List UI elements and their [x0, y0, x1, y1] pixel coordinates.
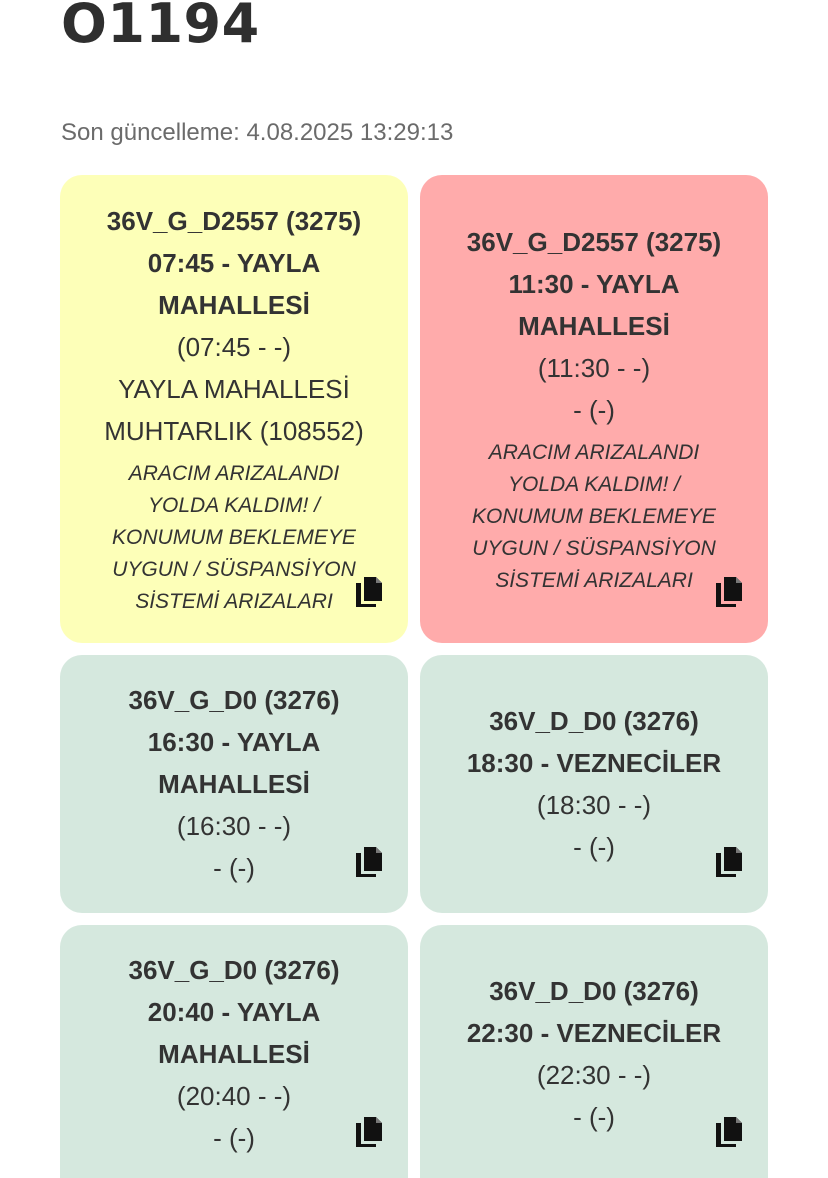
- trip-title: 36V_D_D0 (3276) 22:30 - VEZNECİLER: [466, 976, 722, 1048]
- page-title: O1194: [61, 0, 260, 55]
- trip-card-grid: [60, 175, 768, 1178]
- copy-icon[interactable]: [356, 1117, 382, 1147]
- copy-icon[interactable]: [716, 577, 742, 607]
- trip-time: (11:30 - -): [537, 353, 651, 383]
- trip-time: (16:30 - -): [176, 811, 292, 841]
- trip-stop: - (-): [213, 1123, 255, 1153]
- copy-icon[interactable]: [716, 1117, 742, 1147]
- trip-title: 36V_G_D2557 (3275) 11:30 - YAYLA MAHALLESİ: [466, 227, 722, 341]
- trip-card[interactable]: [60, 175, 408, 643]
- trip-stop: - (-): [573, 832, 615, 862]
- trip-time: (20:40 - -): [176, 1081, 292, 1111]
- trip-stop: - (-): [213, 853, 255, 883]
- trip-title: 36V_G_D0 (3276) 20:40 - YAYLA MAHALLESİ: [128, 955, 340, 1069]
- trip-card[interactable]: [420, 925, 768, 1178]
- trip-card[interactable]: [420, 655, 768, 913]
- trip-card[interactable]: [420, 175, 768, 643]
- trip-card[interactable]: [60, 925, 408, 1178]
- trip-note: ARACIM ARIZALANDI YOLDA KALDIM! / KONUMUM BEKLEMEYE UYGUN / SÜSPANSİYON SİSTEMİ ARIZALARI: [112, 462, 356, 613]
- trip-title: 36V_G_D2557 (3275) 07:45 - YAYLA MAHALLESİ: [106, 206, 362, 320]
- trip-time: (22:30 - -): [536, 1060, 652, 1090]
- trip-time: (07:45 - -): [176, 332, 292, 362]
- trip-time: (18:30 - -): [536, 790, 652, 820]
- trip-stop: - (-): [573, 1102, 615, 1132]
- copy-icon[interactable]: [356, 847, 382, 877]
- copy-icon[interactable]: [356, 577, 382, 607]
- trip-title: 36V_G_D0 (3276) 16:30 - YAYLA MAHALLESİ: [128, 685, 340, 799]
- trip-note: ARACIM ARIZALANDI YOLDA KALDIM! / KONUMUM BEKLEMEYE UYGUN / SÜSPANSİYON SİSTEMİ ARIZALARI: [472, 441, 716, 592]
- trip-stop: YAYLA MAHALLESİ MUHTARLIK (108552): [104, 374, 364, 446]
- trip-stop: - (-): [573, 395, 615, 425]
- trip-title: 36V_D_D0 (3276) 18:30 - VEZNECİLER: [466, 706, 722, 778]
- copy-icon[interactable]: [716, 847, 742, 877]
- trip-card[interactable]: [60, 655, 408, 913]
- last-updated-text: Son güncelleme: 4.08.2025 13:29:13: [61, 119, 454, 146]
